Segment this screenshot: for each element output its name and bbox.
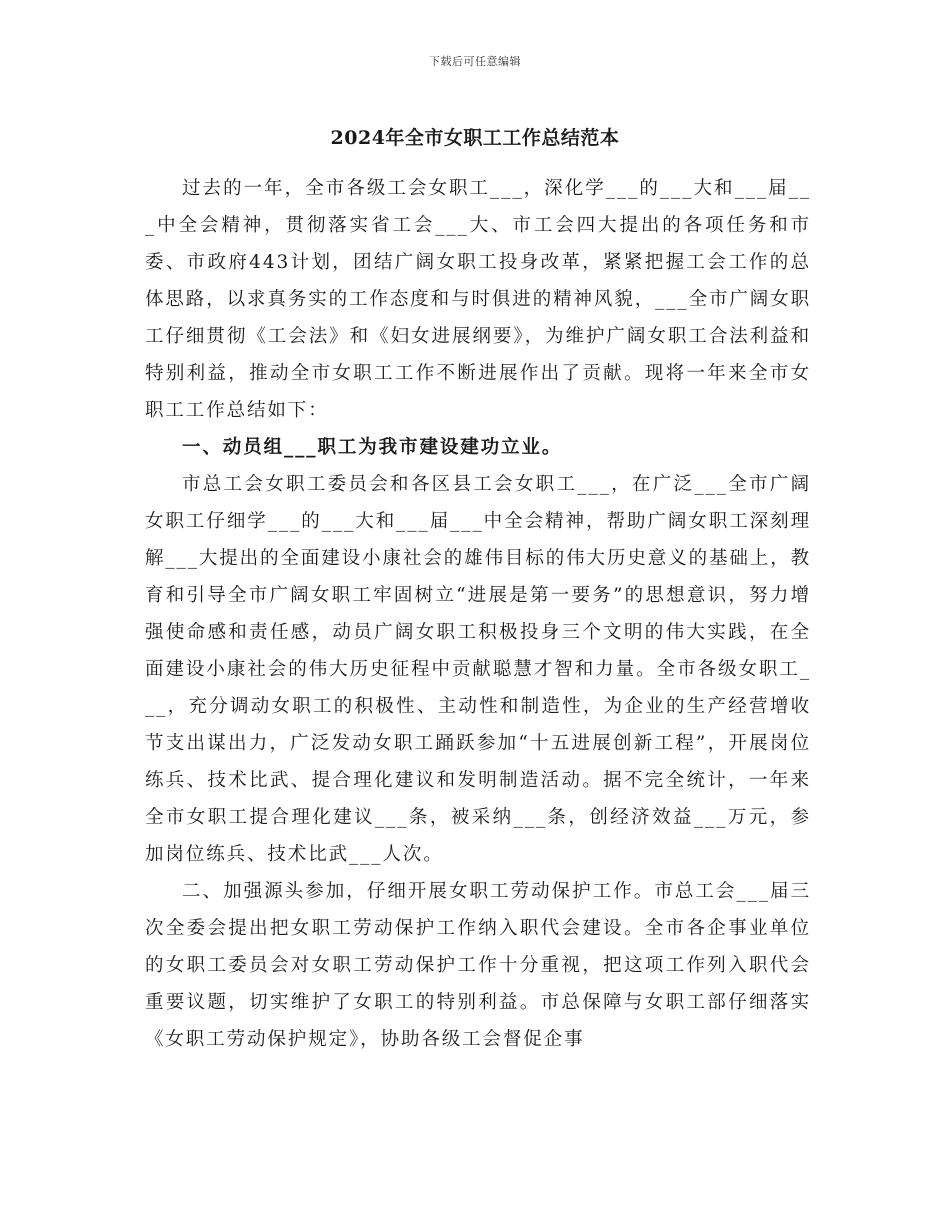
page-header-note: 下载后可任意编辑 [429, 55, 521, 68]
document-body [145, 170, 811, 1058]
document-title: 2024年全市女职工工作总结范本 [330, 127, 620, 149]
paragraph-section-2: 二、加强源头参加，仔细开展女职工劳动保护工作。市总工会___届三次全委会提出把女职工劳动保护工作纳入职代会建设。全市各企事业单位的女职工委员会对女职工劳动保护工作十分重视，把这项工作列入职代会重要议题，切实维护了女职工的特别利益。市总保障与女职工部仔细落实《女职工劳动保护规定》，协助各级工会督促企事 [145, 881, 811, 1050]
paragraph-section-1: 市总工会女职工委员会和各区县工会女职工___，在广泛___全市广阔女职工仔细学___的___大和___届___中全会精神，帮助广阔女职工深刻理解___大提出的全面建设小康社会的雄伟目标的伟大历史意义的基础上，教育和引导全市广阔女职工牢固树立“进展是第一要务”的思想意识，努力增强使命感和责任感，动员广阔女职工积极投身三个文明的伟大实践，在全面建设小康社会的伟大历史征程中贡献聪慧才智和力量。全市各级女职工___，充分调动女职工的积极性、主动性和制造性，为企业的生产经营增收节支出谋出力，广泛发动女职工踊跃参加“十五进展创新工程”，开展岗位练兵、技术比武、提合理化建议和发明制造活动。据不完全统计，一年来全市女职工提合理化建议___条，被采纳___条，创经济效益___万元，参加岗位练兵、技术比武___人次。 [145, 474, 811, 865]
section-heading-1: 一、动员组___职工为我市建设建功立业。 [182, 437, 563, 458]
paragraph-intro: 过去的一年，全市各级工会女职工___，深化学___的___大和___届___中全会精神，贯彻落实省工会___大、市工会四大提出的各项任务和市委、市政府443计划，团结广阔女职工投身改革，紧紧把握工会工作的总体思路，以求真务实的工作态度和与时俱进的精神风貌，___全市广阔女职工仔细贯彻《工会法》和《妇女进展纲要》，为维护广阔女职工合法利益和特别利益，推动全市女职工工作不断进展作出了贡献。现将一年来全市女职工工作总结如下： [145, 178, 811, 421]
